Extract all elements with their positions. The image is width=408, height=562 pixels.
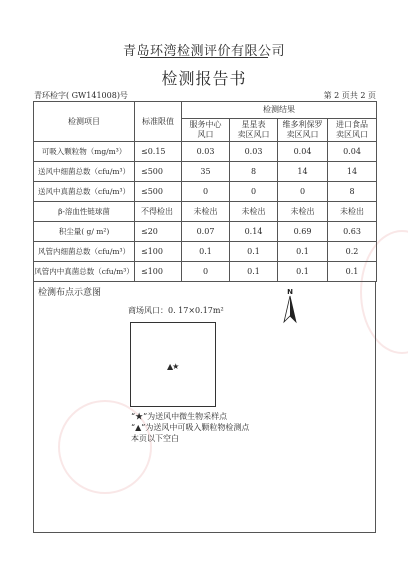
table-row [34, 142, 377, 162]
layout-diagram-section [33, 281, 376, 533]
row-value: 未检出 [230, 202, 278, 222]
company-underline [140, 57, 268, 58]
table-body [34, 142, 377, 282]
row-value: 0.1 [328, 262, 377, 282]
legend [131, 411, 249, 444]
legend-line-3: 本页以下空白 [131, 434, 179, 443]
row-limit: ≤500 [135, 182, 182, 202]
report-number: 青环检字( GW141008)号 [34, 91, 128, 100]
row-limit: ≤100 [135, 262, 182, 282]
location-1: 服务中心 风口 [182, 119, 230, 142]
row-value: 未检出 [182, 202, 230, 222]
row-item: β-溶血性链球菌 [34, 202, 135, 222]
row-value: 0.1 [278, 262, 328, 282]
row-value: 14 [278, 162, 328, 182]
row-value: 未检出 [278, 202, 328, 222]
row-item: 积尘量( g/ m²) [34, 222, 135, 242]
row-value: 0.63 [328, 222, 377, 242]
row-value: 0.1 [230, 242, 278, 262]
header-limit: 标准限值 [135, 102, 182, 142]
row-value: 0.1 [230, 262, 278, 282]
row-value: 14 [328, 162, 377, 182]
row-value: 0 [278, 182, 328, 202]
header-item: 检测项目 [34, 102, 135, 142]
section-title: 检测布点示意图 [38, 288, 102, 298]
row-value: 未检出 [328, 202, 377, 222]
table-row [34, 202, 377, 222]
outlet-size-label: 商场风口：0. 17×0.17m² [128, 306, 224, 315]
row-value: 0 [182, 262, 230, 282]
table-header-row [34, 102, 377, 119]
north-arrow-icon [280, 286, 300, 326]
row-value: 0.1 [278, 242, 328, 262]
table-row [34, 242, 377, 262]
compass-letter: N [287, 288, 293, 296]
results-table [33, 101, 377, 282]
table-row [34, 262, 377, 282]
row-value: 0.07 [182, 222, 230, 242]
row-value: 0 [230, 182, 278, 202]
location-2: 星星表 卖区风口 [230, 119, 278, 142]
row-item: 送风中真菌总数（cfu/m³） [34, 182, 135, 202]
row-limit: ≤500 [135, 162, 182, 182]
row-value: 0.1 [182, 242, 230, 262]
row-limit: ≤20 [135, 222, 182, 242]
row-value: 8 [230, 162, 278, 182]
row-item: 可吸入颗粒物（mg/m³） [34, 142, 135, 162]
row-value: 0.03 [182, 142, 230, 162]
row-item: 送风中细菌总数（cfu/m³） [34, 162, 135, 182]
company-name: 青岛环湾检测评价有限公司 [122, 44, 285, 59]
table-row [34, 162, 377, 182]
row-value: 0.04 [328, 142, 377, 162]
row-value: 0.04 [278, 142, 328, 162]
table-row [34, 222, 377, 242]
location-3: 维多利保罗 卖区风口 [278, 119, 328, 142]
row-item: 风管内细菌总数（cfu/m³） [34, 242, 135, 262]
row-value: 8 [328, 182, 377, 202]
row-item: 风管内中真菌总数（cfu/m³） [34, 262, 135, 282]
report-title: 检测报告书 [161, 69, 247, 88]
table-row [34, 182, 377, 202]
location-4: 进口食品 卖区风口 [328, 119, 377, 142]
row-value: 0.2 [328, 242, 377, 262]
row-value: 0.69 [278, 222, 328, 242]
sampling-point-markers: ▲★ [167, 362, 179, 371]
row-limit: 不得检出 [135, 202, 182, 222]
row-limit: ≤100 [135, 242, 182, 262]
row-value: 0.14 [230, 222, 278, 242]
row-value: 35 [182, 162, 230, 182]
row-value: 0.03 [230, 142, 278, 162]
legend-line-2: “▲”为送风中可吸入颗粒物检测点 [131, 423, 250, 432]
row-value: 0 [182, 182, 230, 202]
page-number: 第 2 页共 2 页 [323, 91, 376, 100]
header-results: 检测结果 [182, 102, 377, 119]
legend-line-1: “★”为送风中微生物采样点 [131, 412, 228, 421]
row-limit: ≤0.15 [135, 142, 182, 162]
